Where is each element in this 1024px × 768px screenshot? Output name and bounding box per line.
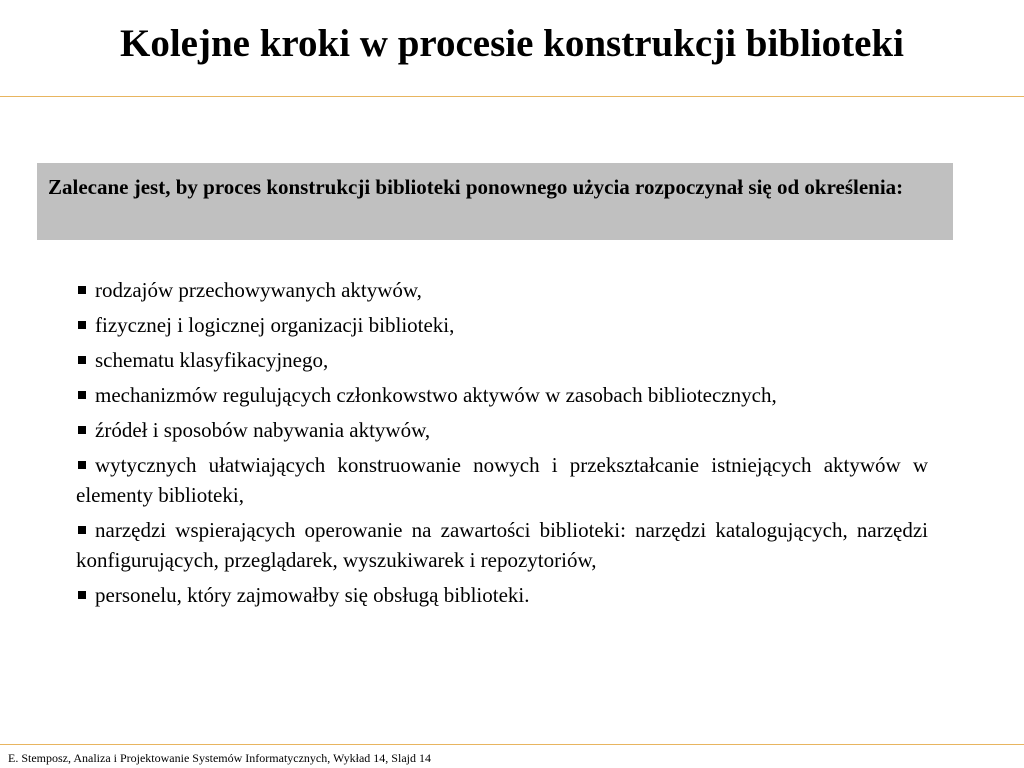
bullet-item bbox=[76, 345, 928, 375]
intro-box: Zalecane jest, by proces konstrukcji biblioteki ponownego użycia rozpoczynał się od określenia: bbox=[37, 163, 953, 240]
square-bullet-icon bbox=[78, 356, 86, 364]
bullet-item bbox=[76, 450, 928, 510]
square-bullet-icon bbox=[78, 321, 86, 329]
bullet-text: schematu klasyfikacyjnego, bbox=[95, 348, 329, 372]
bullet-text: fizycznej i logicznej organizacji biblioteki, bbox=[95, 313, 455, 337]
bullet-text: personelu, który zajmowałby się obsługą biblioteki. bbox=[95, 583, 530, 607]
square-bullet-icon bbox=[78, 461, 86, 469]
bullet-text: wytycznych ułatwiających konstruowanie nowych i przekształcanie istniejących aktywów w elementy biblioteki, bbox=[76, 453, 928, 507]
square-bullet-icon bbox=[78, 426, 86, 434]
bullet-item bbox=[76, 380, 928, 410]
bullet-item bbox=[76, 415, 928, 445]
bullet-text: źródeł i sposobów nabywania aktywów, bbox=[95, 418, 431, 442]
square-bullet-icon bbox=[78, 591, 86, 599]
bullet-item bbox=[76, 515, 928, 575]
bullet-text: narzędzi wspierających operowanie na zawartości biblioteki: narzędzi katalogujących, narzędzi konfigurujących, przeglądarek, wyszukiwarek i repozytoriów, bbox=[76, 518, 928, 572]
bullet-text: mechanizmów regulujących członkowstwo aktywów w zasobach bibliotecznych, bbox=[95, 383, 777, 407]
slide-footer: E. Stemposz, Analiza i Projektowanie Systemów Informatycznych, Wykład 14, Slajd 14 bbox=[8, 751, 431, 765]
square-bullet-icon bbox=[78, 391, 86, 399]
footer-divider bbox=[0, 744, 1024, 745]
bullet-list bbox=[76, 275, 928, 615]
slide-title: Kolejne kroki w procesie konstrukcji biblioteki bbox=[119, 22, 905, 65]
bullet-text: rodzajów przechowywanych aktywów, bbox=[95, 278, 422, 302]
bullet-item bbox=[76, 275, 928, 305]
title-divider bbox=[0, 96, 1024, 97]
square-bullet-icon bbox=[78, 526, 86, 534]
square-bullet-icon bbox=[78, 286, 86, 294]
bullet-item bbox=[76, 310, 928, 340]
bullet-item bbox=[76, 580, 928, 610]
